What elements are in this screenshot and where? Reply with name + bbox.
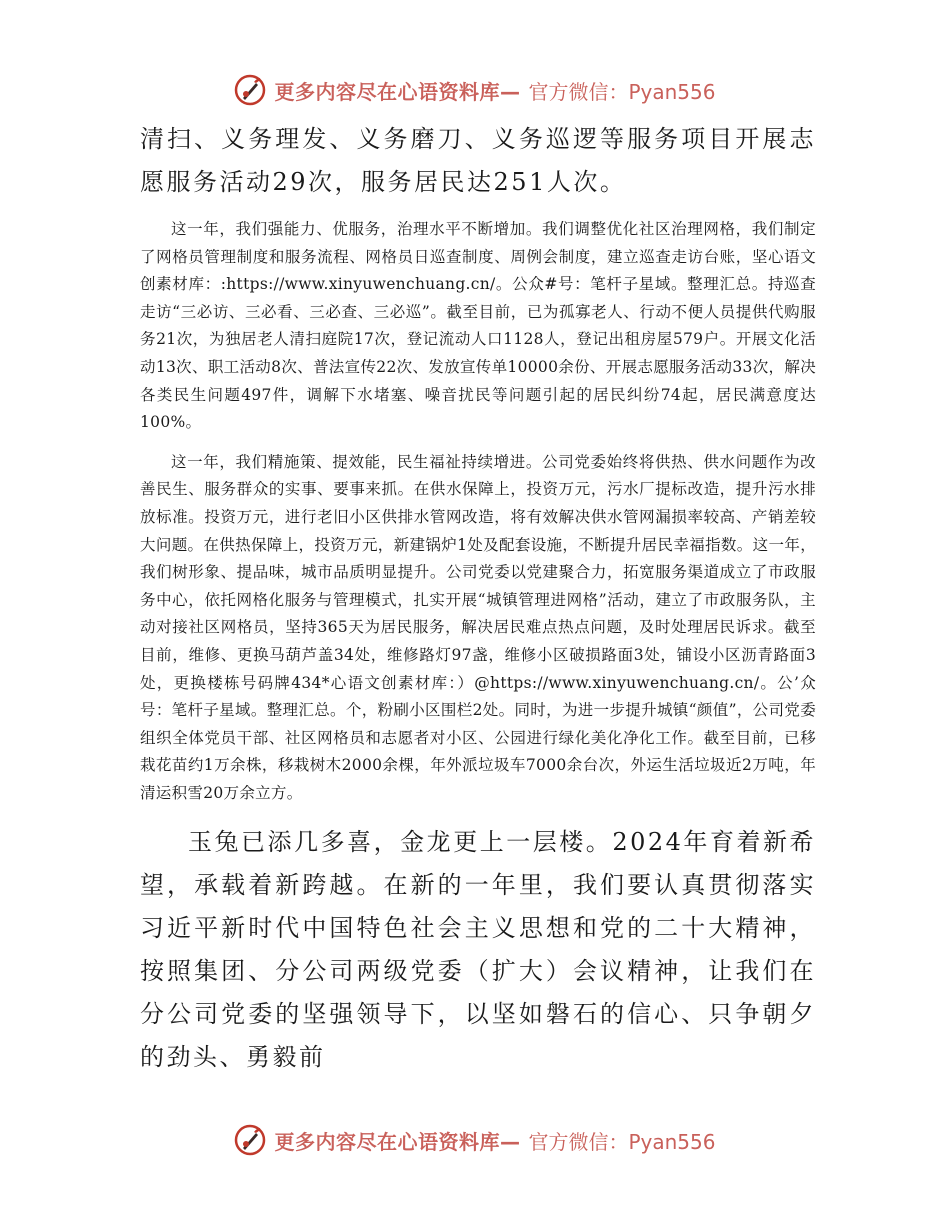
paragraph-1: 清扫、义务理发、义务磨刀、义务巡逻等服务项目开展志愿服务活动29次，服务居民达251人次。 <box>140 125 816 196</box>
paragraph-2: 这一年，我们强能力、优服务，治理水平不断增加。我们调整优化社区治理网格，我们制定了网格员管理制度和服务流程、网格员日巡查制度、周例会制度，建立巡查走访台账，坚心语文创素材库：:https://www.xinyuwenchuang.cn/。公众#号：笔杆子星域。整理汇总。持巡查走访“三必访、三必看、三必查、三必巡”。截至目前，已为孤寡老人、行动不便人员提供代购服务21次，为独居老人清扫庭院17次，登记流动人口1128人，登记出租房屋579户。开展文化活动13次、职工活动8次、普法宣传22次、发放宣传单10000余份、开展志愿服务活动33次，解决各类民生问题497件，调解下水堵塞、噪音扰民等问题引起的居民纠纷74起，居民满意度达100%。 <box>140 220 816 432</box>
paragraph-3: 这一年，我们精施策、提效能，民生福祉持续增进。公司党委始终将供热、供水问题作为改善民生、服务群众的实事、要事来抓。在供水保障上，投资万元，污水厂提标改造，提升污水排放标准。投资万元，进行老旧小区供排水管网改造，将有效解决供水管网漏损率较高、产销差较大问题。在供热保障上，投资万元，新建锅炉1处及配套设施，不断提升居民幸福指数。这一年，我们树形象、提品味，城市品质明显提升。公司党委以党建聚合力，拓宽服务渠道成立了市政服务中心，依托网格化服务与管理模式，扎实开展“城镇管理进网格”活动，建立了市政服务队，主动对接社区网格员，坚持365天为居民服务，解决居民难点热点问题，及时处理居民诉求。截至目前，维修、更换马葫芦盖34处，维修路灯97盏，维修小区破损路面3处，铺设小区沥青路面3处，更换楼栋号码牌434*心语文创素材库：）@https://www.xinyuwenchuang.cn/。公’众号：笔杆子星域。整理汇总。个，粉刷小区围栏2处。同时，为进一步提升城镇“颜值”，公司党委组织全体党员干部、社区网格员和志愿者对小区、公园进行绿化美化净化工作。截至目前，已移栽花苗约1万余株，移栽树木2000余棵，年外派垃圾车7000余台次，外运生活垃圾近2万吨，年清运积雪20万余立方。 <box>140 452 816 802</box>
banner-site-text: 更多内容尽在心语资料库— <box>274 1129 521 1154</box>
document-body <box>140 118 816 1079</box>
banner-wechat-text: 官方微信：Pyan556 <box>528 1129 716 1154</box>
banner-wechat-text: 官方微信：Pyan556 <box>528 79 716 104</box>
feather-pen-logo-icon <box>234 1124 266 1156</box>
banner-site-text: 更多内容尽在心语资料库— <box>274 79 521 104</box>
header-banner <box>0 70 950 110</box>
feather-pen-logo-icon <box>234 74 266 106</box>
footer-banner <box>0 1120 950 1160</box>
paragraph-4: 玉兔已添几多喜，金龙更上一层楼。2024年育着新希望，承载着新跨越。在新的一年里，我们要认真贯彻落实习近平新时代中国特色社会主义思想和党的二十大精神，按照集团、分公司两级党委（扩大）会议精神，让我们在分公司党委的坚强领导下，以坚如磐石的信心、只争朝夕的劲头、勇毅前 <box>140 828 816 1072</box>
